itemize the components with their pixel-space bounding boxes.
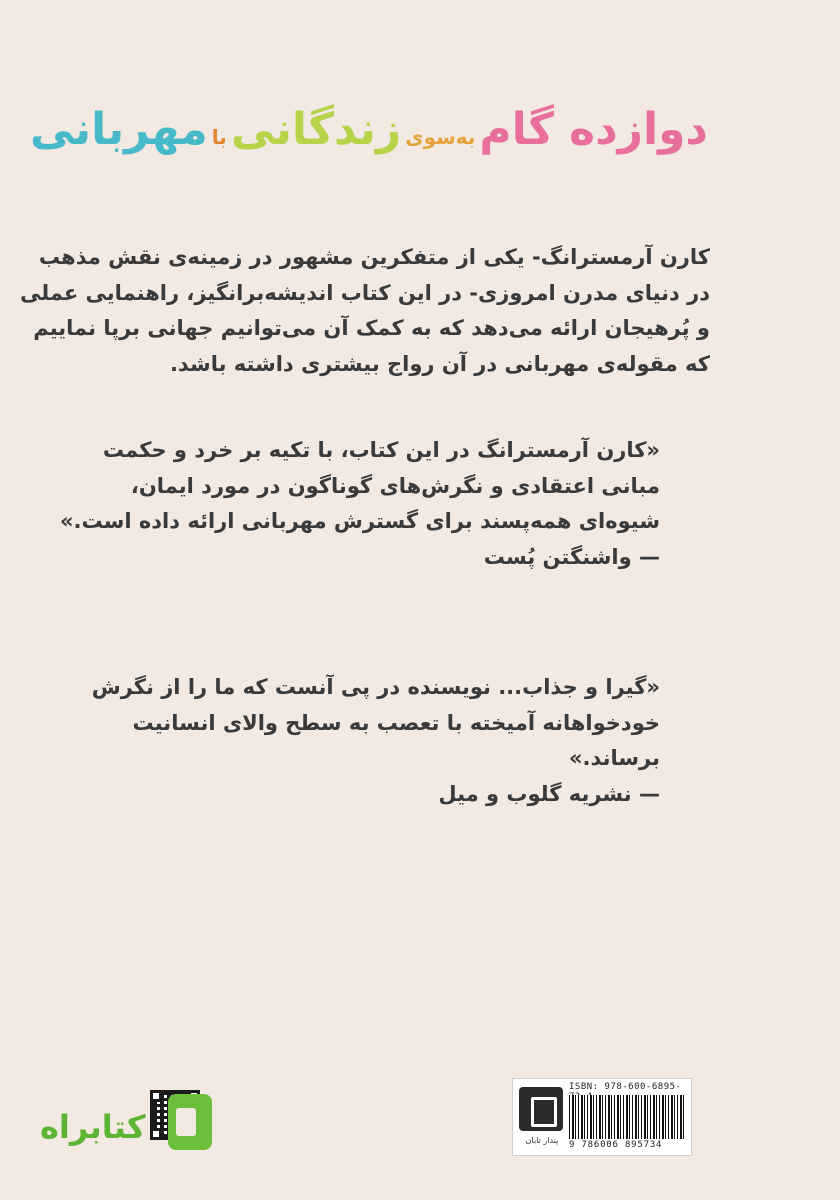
ketabrah-brand-name: کتابراه [40,1108,146,1146]
title-word-davazdah-gam: دوازده گام [479,104,708,155]
quote-line: مبانی اعتقادی و نگرش‌های گوناگون در مورد ایمان، [130,473,660,498]
intro-line: کارن آرمسترانگ- یکی از متفکرین مشهور در زمینه‌ی نقش مذهب [38,245,710,269]
isbn-label: ISBN: 978-600-6895- [569,1082,682,1092]
publisher-logo-icon [519,1087,563,1131]
intro-line: که مقوله‌ی مهربانی در آن رواج بیشتری داشته باشد. [169,351,710,376]
barcode-number: 9 786006 895734 [569,1140,663,1150]
quote-attribution: — نشریه گلوب و میل [438,781,660,806]
title-word-ba: با [211,125,227,149]
intro-line: در دنیای مدرن امروزی- در این کتاب اندیشه‌برانگیز، راهنمایی عملی [20,280,710,305]
quote-washington-post [59,433,660,575]
title-word-besooye: به‌سوی [405,125,476,149]
title-word-mehrabani: مهربانی [30,104,208,155]
quote-line: «گیرا و جذاب... نویسنده در پی آنست که ما را از نگرش [91,675,660,699]
quote-line: برساند.» [568,746,660,770]
quote-line: خودخواهانه آمیخته با تعصب به سطح والای انسانیت [132,710,660,735]
ketabrah-logo-icon [168,1094,212,1150]
book-title [30,104,708,155]
quote-attribution: — واشنگتن پُست [483,544,660,569]
publisher-name: پندار تابان [525,1136,559,1145]
qr-corner-marker [150,1090,162,1102]
qr-corner-marker [150,1128,162,1140]
intro-line: و پُرهیجان ارائه می‌دهد که به کمک آن می‌توانیم جهانی برپا نماییم [33,316,710,340]
quote-line: «کارن آرمسترانگ در این کتاب، با تکیه بر خرد و حکمت [102,438,660,462]
isbn-barcode [512,1078,692,1156]
title-word-zendegani: زندگانی [230,104,402,155]
intro-paragraph [20,240,710,382]
quote-line: شیوه‌ای همه‌پسند برای گسترش مهربانی ارائه داده است.» [59,509,660,533]
quote-globe-and-mail [91,670,660,812]
barcode-bars [569,1095,685,1139]
